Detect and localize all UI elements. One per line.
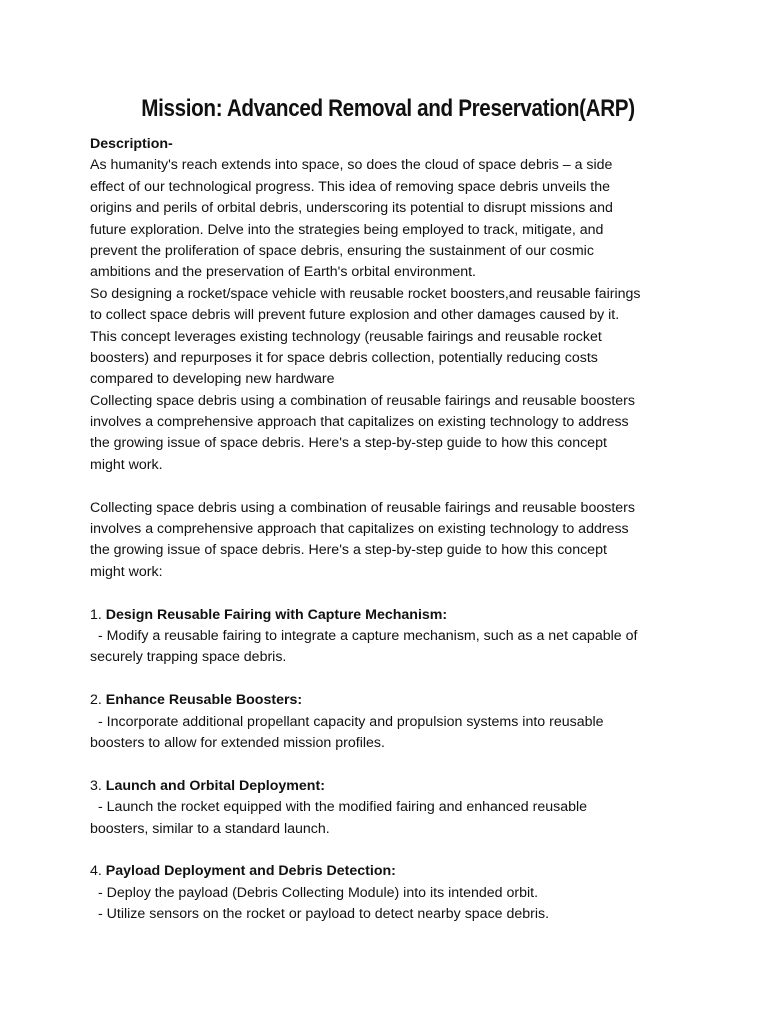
step-number: 2 (90, 692, 98, 709)
text-line: Collecting space debris using a combination of reusable fairings and reusable boosters (90, 499, 635, 516)
paragraph-spacer (90, 754, 690, 775)
step-2 (90, 690, 690, 754)
step-3 (90, 776, 690, 840)
step-text-line: boosters, similar to a standard launch. (90, 820, 330, 837)
text-line: effect of our technological progress. This idea of removing space debris unveils the (90, 178, 610, 195)
step-title: Payload Deployment and Debris Detection: (105, 863, 396, 880)
text-line: involves a comprehensive approach that capitalizes on existing technology to address (90, 414, 629, 431)
text-line: the growing issue of space debris. Here's a step-by-step guide to how this concept (90, 542, 607, 559)
step-1 (90, 605, 690, 669)
step-text-line: - Utilize sensors on the rocket or payload to detect nearby space debris. (98, 906, 550, 923)
text-line: compared to developing new hardware (90, 371, 335, 388)
text-line: So designing a rocket/space vehicle with reusable rocket boosters,and reusable fairings (90, 285, 641, 302)
step-heading: 1. Design Reusable Fairing with Capture Mechanism: (90, 606, 448, 623)
step-heading: 2. Enhance Reusable Boosters: (90, 692, 303, 709)
step-text-line: - Incorporate additional propellant capacity and propulsion systems into reusable (98, 713, 604, 730)
step-title: Launch and Orbital Deployment: (105, 777, 325, 794)
step-number: 3 (90, 777, 98, 794)
step-number: 1 (90, 606, 98, 623)
step-text-line: boosters to allow for extended mission profiles. (90, 734, 385, 751)
step-text-line: - Modify a reusable fairing to integrate a capture mechanism, such as a net capable of (98, 627, 638, 644)
description-label: Description- (90, 136, 173, 152)
document-body (90, 134, 690, 925)
text-line: ambitions and the preservation of Earth's orbital environment. (90, 264, 476, 281)
text-line: As humanity's reach extends into space, so does the cloud of space debris – a side (90, 157, 613, 174)
step-text-line: - Deploy the payload (Debris Collecting Module) into its intended orbit. (98, 884, 539, 901)
text-line: to collect space debris will prevent future explosion and other damages caused by it. (90, 307, 620, 324)
step-title: Design Reusable Fairing with Capture Mechanism: (105, 606, 448, 623)
step-4 (90, 861, 690, 925)
page-title: Mission: Advanced Removal and Preservation(ARP) (141, 95, 635, 122)
intro-paragraph (90, 155, 690, 476)
text-line: the growing issue of space debris. Here's a step-by-step guide to how this concept (90, 435, 607, 452)
paragraph-spacer (90, 476, 690, 497)
text-line: might work: (90, 563, 163, 580)
step-number: 4 (90, 863, 98, 880)
text-line: boosters) and repurposes it for space debris collection, potentially reducing costs (90, 349, 598, 366)
paragraph-spacer (90, 583, 690, 604)
step-text-line: securely trapping space debris. (90, 649, 287, 666)
step-heading: 4. Payload Deployment and Debris Detection: (90, 863, 396, 880)
step-heading: 3. Launch and Orbital Deployment: (90, 777, 325, 794)
second-paragraph (90, 498, 690, 584)
text-line: involves a comprehensive approach that capitalizes on existing technology to address (90, 521, 629, 538)
text-line: future exploration. Delve into the strategies being employed to track, mitigate, and (90, 221, 604, 238)
text-line: Collecting space debris using a combination of reusable fairings and reusable boosters (90, 392, 635, 409)
text-line: origins and perils of orbital debris, underscoring its potential to disrupt missions and (90, 200, 613, 217)
paragraph-spacer (90, 840, 690, 861)
step-text-line: - Launch the rocket equipped with the modified fairing and enhanced reusable (98, 799, 588, 816)
text-line: This concept leverages existing technology (reusable fairings and reusable rocket (90, 328, 602, 345)
text-line: might work. (90, 456, 163, 473)
text-line: prevent the proliferation of space debris, ensuring the sustainment of our cosmic (90, 242, 594, 259)
step-title: Enhance Reusable Boosters: (105, 692, 303, 709)
paragraph-spacer (90, 669, 690, 690)
